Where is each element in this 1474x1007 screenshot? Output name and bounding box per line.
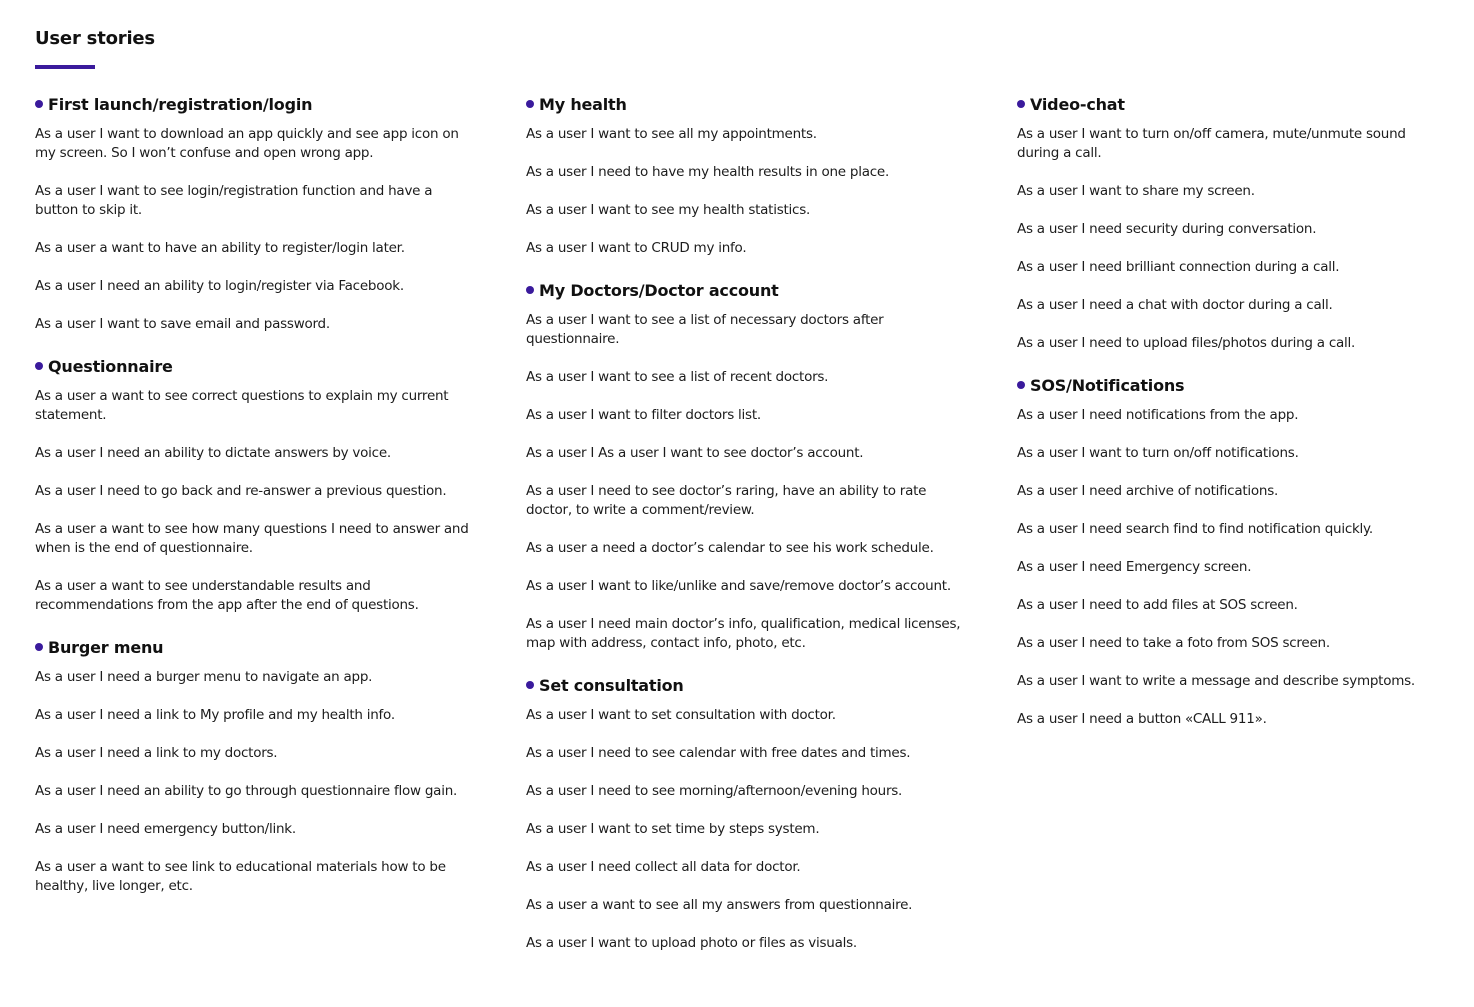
bullet-icon — [35, 100, 43, 108]
user-story: As a user I need Emergency screen. — [1017, 559, 1252, 575]
user-story: As a user I want to download an app quickly and see app icon on my screen. So I won’t confuse and open wrong app. — [35, 126, 459, 161]
user-story: As a user I need to take a foto from SOS screen. — [1017, 635, 1330, 651]
user-story: As a user I need to add files at SOS screen. — [1017, 597, 1298, 613]
section-title — [35, 354, 475, 378]
user-story: As a user I need an ability to go through questionnaire flow gain. — [35, 783, 458, 799]
user-story: As a user I need main doctor’s info, qualification, medical licenses, map with address, contact info, photo, etc. — [526, 616, 961, 651]
section-burger-menu — [35, 635, 475, 896]
user-story: As a user a want to see understandable results and recommendations from the app after the end of questions. — [35, 578, 419, 613]
user-story: As a user I want to upload photo or files as visuals. — [526, 935, 857, 951]
user-story: As a user I need a button «CALL 911». — [1017, 711, 1267, 727]
section-sos-notifications — [1017, 373, 1447, 729]
section-title-text: My Doctors/Doctor account — [539, 280, 779, 300]
bullet-icon — [526, 681, 534, 689]
user-story: As a user I want to CRUD my info. — [526, 240, 747, 256]
section-title — [35, 92, 475, 116]
section-title-text: Set consultation — [539, 675, 684, 695]
user-story: As a user I need collect all data for doctor. — [526, 859, 801, 875]
user-story: As a user I want to see my health statistics. — [526, 202, 811, 218]
user-story: As a user I want to share my screen. — [1017, 183, 1255, 199]
section-my-health — [526, 92, 966, 258]
user-story: As a user I need to see morning/afternoon/evening hours. — [526, 783, 903, 799]
user-story: As a user I need to see doctor’s raring, have an ability to rate doctor, to write a comment/review. — [526, 483, 927, 518]
bullet-icon — [1017, 381, 1025, 389]
user-story: As a user I need search find to find notification quickly. — [1017, 521, 1373, 537]
section-title — [1017, 373, 1447, 397]
user-story: As a user I want to turn on/off notifications. — [1017, 445, 1299, 461]
user-story: As a user I need to have my health results in one place. — [526, 164, 890, 180]
section-questionnaire — [35, 354, 475, 615]
section-title-text: Burger menu — [48, 637, 164, 657]
section-title — [526, 673, 966, 697]
user-story: As a user I want to see a list of necessary doctors after questionnaire. — [526, 312, 884, 347]
user-story: As a user I want to turn on/off camera, mute/unmute sound during a call. — [1017, 126, 1406, 161]
section-title — [1017, 92, 1447, 116]
user-story: As a user a want to see how many questions I need to answer and when is the end of questionnaire. — [35, 521, 469, 556]
user-story: As a user I want to see login/registration function and have a button to skip it. — [35, 183, 433, 218]
bullet-icon — [526, 286, 534, 294]
user-story: As a user a need a doctor’s calendar to see his work schedule. — [526, 540, 934, 556]
section-title-text: SOS/Notifications — [1030, 375, 1185, 395]
bullet-icon — [35, 362, 43, 370]
user-story: As a user I As a user I want to see doctor’s account. — [526, 445, 864, 461]
page-title: User stories — [35, 28, 155, 49]
user-story: As a user I need archive of notifications. — [1017, 483, 1279, 499]
user-story: As a user I want to set time by steps system. — [526, 821, 820, 837]
user-story: As a user I need a link to My profile and my health info. — [35, 707, 395, 723]
section-video-chat — [1017, 92, 1447, 353]
user-story: As a user a want to see all my answers from questionnaire. — [526, 897, 913, 913]
section-title-text: Questionnaire — [48, 356, 173, 376]
user-story: As a user I need security during conversation. — [1017, 221, 1317, 237]
user-story: As a user I need an ability to login/register via Facebook. — [35, 278, 404, 294]
section-title-text: First launch/registration/login — [48, 94, 313, 114]
user-story: As a user a want to see link to educational materials how to be healthy, live longer, etc. — [35, 859, 446, 894]
section-set-consultation — [526, 673, 966, 953]
user-story: As a user I want to filter doctors list. — [526, 407, 761, 423]
user-story: As a user I need a burger menu to navigate an app. — [35, 669, 373, 685]
bullet-icon — [35, 643, 43, 651]
user-story: As a user I need emergency button/link. — [35, 821, 296, 837]
section-title — [35, 635, 475, 659]
user-story: As a user I need to upload files/photos during a call. — [1017, 335, 1356, 351]
column-2 — [526, 92, 966, 973]
user-story: As a user I need a link to my doctors. — [35, 745, 278, 761]
bullet-icon — [526, 100, 534, 108]
user-story: As a user I need to go back and re-answer a previous question. — [35, 483, 447, 499]
user-story: As a user I need notifications from the app. — [1017, 407, 1299, 423]
column-3 — [1017, 92, 1447, 749]
section-my-doctors — [526, 278, 966, 653]
user-story: As a user I want to see all my appointments. — [526, 126, 817, 142]
user-story: As a user I need a chat with doctor during a call. — [1017, 297, 1333, 313]
user-story: As a user I need to see calendar with free dates and times. — [526, 745, 911, 761]
section-title — [526, 92, 966, 116]
bullet-icon — [1017, 100, 1025, 108]
section-title-text: My health — [539, 94, 627, 114]
user-story: As a user a want to see correct questions to explain my current statement. — [35, 388, 449, 423]
section-first-launch — [35, 92, 475, 334]
user-story: As a user I want to see a list of recent doctors. — [526, 369, 829, 385]
user-story: As a user I want to set consultation with doctor. — [526, 707, 836, 723]
user-story: As a user I want to save email and password. — [35, 316, 330, 332]
user-story: As a user I want to write a message and describe symptoms. — [1017, 673, 1415, 689]
section-title-text: Video-chat — [1030, 94, 1125, 114]
user-story: As a user I need brilliant connection during a call. — [1017, 259, 1340, 275]
title-underline — [35, 65, 95, 69]
user-story: As a user a want to have an ability to register/login later. — [35, 240, 405, 256]
column-1 — [35, 92, 475, 916]
user-story: As a user I want to like/unlike and save/remove doctor’s account. — [526, 578, 951, 594]
section-title — [526, 278, 966, 302]
user-story: As a user I need an ability to dictate answers by voice. — [35, 445, 391, 461]
